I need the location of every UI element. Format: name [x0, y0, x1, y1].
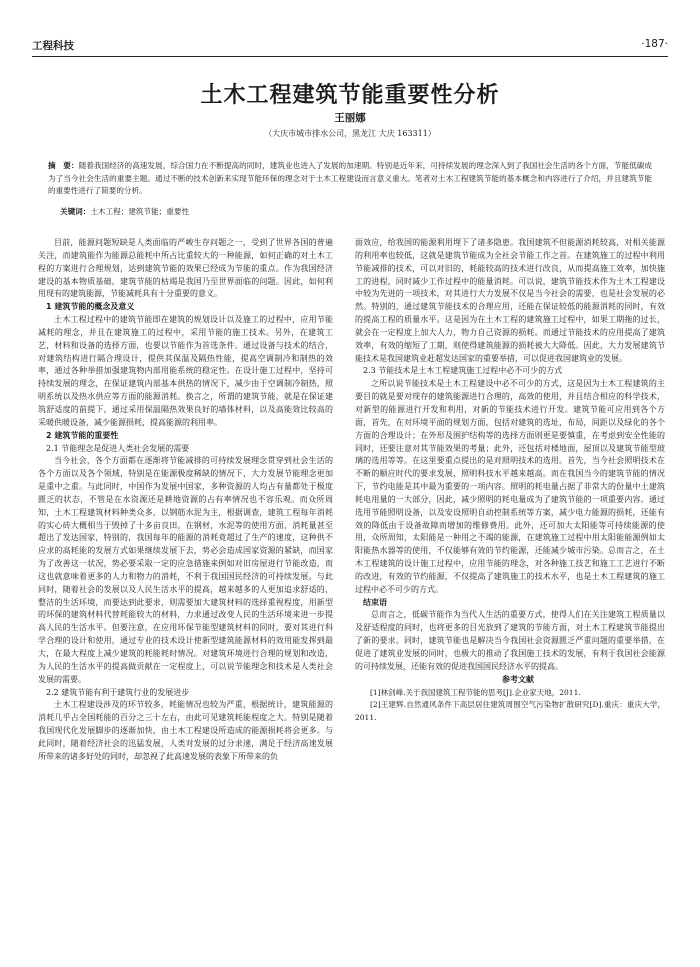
header-rule	[32, 56, 668, 57]
journal-section: 工程科技	[32, 40, 74, 52]
subsection-heading: 2.2 建筑节能有利于建筑行业的发展进步	[46, 687, 190, 697]
paper-author: 王丽娜	[334, 112, 366, 124]
abstract	[48, 160, 652, 198]
body-column-right	[355, 237, 665, 952]
paragraph: 总而言之，低碳节能作为当代人生活的重要方式，使得人们在关注建筑工程质量以及舒适程度的同时，也将更多的目光放到了建筑的节能方面，对土木工程建筑节能提出了新的要求。同时，建筑节能也是解决当今我国社会资源匮乏严重问题的重要举措，在促进了建筑业发展的同时，也极大的推动了我国施工技术的发展，有利于我国社会能源的可持续发展，还能有效的促进我国国民经济水平的提高。	[355, 610, 665, 671]
keywords	[60, 206, 652, 218]
abstract-label: 摘 要：	[48, 161, 79, 170]
section-heading: 2 建筑节能的重要性	[46, 430, 119, 440]
keywords-label: 关键词：	[60, 207, 91, 216]
paragraph: 土木工程建设涉及的环节较多，耗能情况也较为严重，根据统计，建筑能源的消耗几乎占全国耗能的百分之三十左右，由此可见建筑耗能程度之大。特别是随着我国现代化发展脚步的逐渐加快，由土木工程建设所造成的能源损耗将会更多。与此同时，随着经济社会的迅猛发展，人类对发展的过分求速，满足于经济高速发展所带来的诸多好处的同时，却忽视了此高速发展的表象下所带来的负	[38, 700, 333, 761]
paragraph: 目前，能源问题短缺是人类面临的严峻生存问题之一，受到了世界各国的普遍关注，而建筑能作为能源总能耗中所占比重较大的一种能源，如何正确的对土木工程的方案进行合理规划，达到建筑节能的效果已经成为节能的重点。作为我国经济建设的基本物质基础，建筑节能的枯竭是我国乃至世界面临的问题。因此，如何利用现有的建筑能源，节能减耗具有十分重要的意义。	[38, 238, 333, 299]
section-heading: 1 建筑节能的概念及意义	[46, 302, 135, 312]
section-heading: 结束语	[363, 597, 387, 607]
running-header	[32, 36, 668, 54]
references-heading: 参考文献	[502, 674, 534, 684]
author-affiliation: （大庆市城市排水公司，黑龙江 大庆 163311）	[264, 129, 436, 138]
body-column-left	[38, 237, 333, 952]
subsection-heading: 2.3 节能技术是土木工程建筑施工过程中必不可少的方式	[363, 366, 563, 376]
subsection-heading: 2.1 节能理念是促进人类社会发展的需要	[46, 443, 190, 453]
keywords-text: 土木工程；建筑节能；重要性	[90, 207, 190, 216]
paper-title: 土木工程建筑节能重要性分析	[200, 83, 500, 108]
page-number: ·187·	[641, 38, 668, 50]
abstract-text: 随着我国经济的高速发展，综合国力在不断提高的同时，建筑业也进入了发展的加速期。特别是近年来，可持续发展的理念深入到了我国社会生活的各个方面，节能低碳成为了当今社会生活的重要主题。通过不断的技术创新来实现节能环保的理念对于土木工程建设而言意义重大。笔者对土木工程建筑节能的基本概念和内容进行了介绍，并且建筑节能的重要性进行了简要的分析。	[48, 161, 652, 195]
paragraph: 之所以说节能技术是土木工程建设中必不可少的方式，这是因为土木工程建筑的主要目的就是要对现存的建筑能源进行合理的，高效的使用，并且结合相应的科学技术，对新型的能源进行开发和利用，对新的节能技术进行开发。建筑节能可应用到各个方面，首先，在对环境平面的规划方面，包括对建筑的选址，布局，间距以及绿化的各个方面的合理设计；在外形及围护结构等的选择方面则更是要慎重，在考虑到安全性能的同时，还要注意对其节能效果的考量；此外，还包括对楼地面，屋顶以及建筑节能型玻璃的选用等等。在这里要重点提出的是对照明技术的选用。首先，当今社会照明技术在不断的顺应时代的要求发展，照明科技水平越来越高。而在我国当今的建筑节能的情况下，节约电能是其中最为重要的一项内容。照明的耗电量占据了非常大的份量中土建筑耗电用量的一大部分，因此，减少照明的耗电量成为了建筑节能的一项重要内容。通过选用节能照明设备，以及安设照明自动控制系统等方案，减少电力能源的损耗，还能有效的降低由于设备故障而增加的维修费用。此外，还可加大太阳能等可持续能源的使用，众所周知，太阳能是一种用之不竭的能源，在建筑施工过程中用太阳能能源例如太阳能热水器等的使用，不仅能够有效的节约能源，还能减少城市污染。总而言之，在土木工程建筑的设计施工过程中，应用节能的理念，对各种施工技艺和施工工艺进行不断的改进，有效的节约能源，不仅提高了建筑施工的技术水平，也是土木工程建筑的施工过程中必不可少的方式。	[355, 379, 665, 594]
paragraph: 土木工程过程中的建筑节能即在建筑的规划设计以及施工的过程中，应用节能减耗的理念，并且在建筑施工的过程中，采用节能的施工技术。另外，在建筑工艺，材料和设备的选择方面，也要以节能作为首选条件。通过设备与技术的结合，对建筑结构进行隔合理设计，提供其保温及隔热性能，提高空调制冷和制热的效率，通过各种举措加强建筑物内部用能系统的稳定性。在设计施工过程中，坚持可持续发展的理念，在保证建筑内部基本供热的情况下，减少由于空调制冷制热，照明系统以及热水供应等方面的能源消耗。换言之，所谓的建筑节能，就是在保证建筑舒适度的前提下，通过采用保温隔热效果良好的墙体材料，以及高能效比较高的采暖供暖设备，减少能源损耗，提高能源的利用率。	[38, 315, 333, 427]
reference-item: [1]林剑峰.关于我国建筑工程节能的思考[J].企业家天地，2011.	[370, 687, 581, 697]
paragraph: 当今社会，各个方面都在逐渐将节能减排的可持续发展理念贯穿到社会生活的各个方面以及各个领域，特别是在能源极度稀缺的情况下，大力发展节能理念更加是重中之重。与此同时，中国作为发展中国家，多种资源的人均占有量都处于极度匮乏的状态，不管是在水资源还是耕地资源的占有率情况也不容乐观。而众所周知，土木工程建筑材料种类众多，以钢筋水泥为主，根据调查，建筑工程每年消耗的实心砖大概相当于毁掉了十多亩良田。在钢材，水泥等的使用方面，消耗量甚至超出了发达国家，特别的，我国每年的能源的消耗竟超过了生产的速度，这种供不应求的高耗能的发展方式如果继续发展下去，势必会造成国家资源的紧缺，而国家为了改善这一状况，势必要采取一定的应急措施来例如对旧房屋进行节能改造，而这也就意味着更多的人力和物力的消耗，不利于我国国民经济的可持续发展。与此同时，随着社会的发展以及人民生活水平的提高，越来越多的人更加追求舒适的，整洁的生活环境，而要达到此要求，则需要加大建筑材料的选择重视程度，用新型的环保的建筑材料代替耗能较大的材料，力求通过改变人民的生活环境来进一步提高人民的生活水平。但要注意，在应用环保节能型建筑材料的同时，要对其进行科学合理的设计和使用，通过专业的技术设计使新型建筑能源材料的效用能发挥到最大，在最大程度上减少建筑的耗能耗时情况。对建筑环境进行合理的规划和改造，为人民的生活水平的提高做贡献在一定程度上，可以说节能理念和技术是人类社会发展的需要。	[38, 456, 333, 684]
paragraph: 面效应，给我国的能源利用埋下了诸多隐患。我国建筑不但能源消耗较高，对相关能源的利用率也较低，这就是建筑节能成为全社会节能工作之首。在建筑施工的过程中利用节能减排的技术，可以对旧的，耗能较高的技术进行改良，从而提高施工效率，加快施工的进程，同时减少工作过程中的能量消耗。可以说，建筑节能技术作为土木工程建设中较为先进的一项技术，对其进行大力发展不仅是当今社会的需要，也是社会发展的必然。特别的，通过建筑节能技术的合理应用，还能在保证较低的能源消耗的同时，有效的提高工程的质量水平。这是因为在土木工程的建筑施工过程中，如果工期拖的过长，就会在一定程度上加大人力，物力自己资源的损耗。而通过节能技术的应用提高了建筑效率，有效的缩短了工期，则使得建筑能源的损耗被大大降低。因此，大力发展建筑节能技术是我国建筑业赶超发达国家的重要举措，可以促进我国建筑业的发展。	[355, 238, 665, 363]
reference-item: [2]王建辉.自然通风条件下高层居住建筑周围空气污染物扩散研究[D].重庆：重庆大学，2011.	[355, 700, 665, 723]
